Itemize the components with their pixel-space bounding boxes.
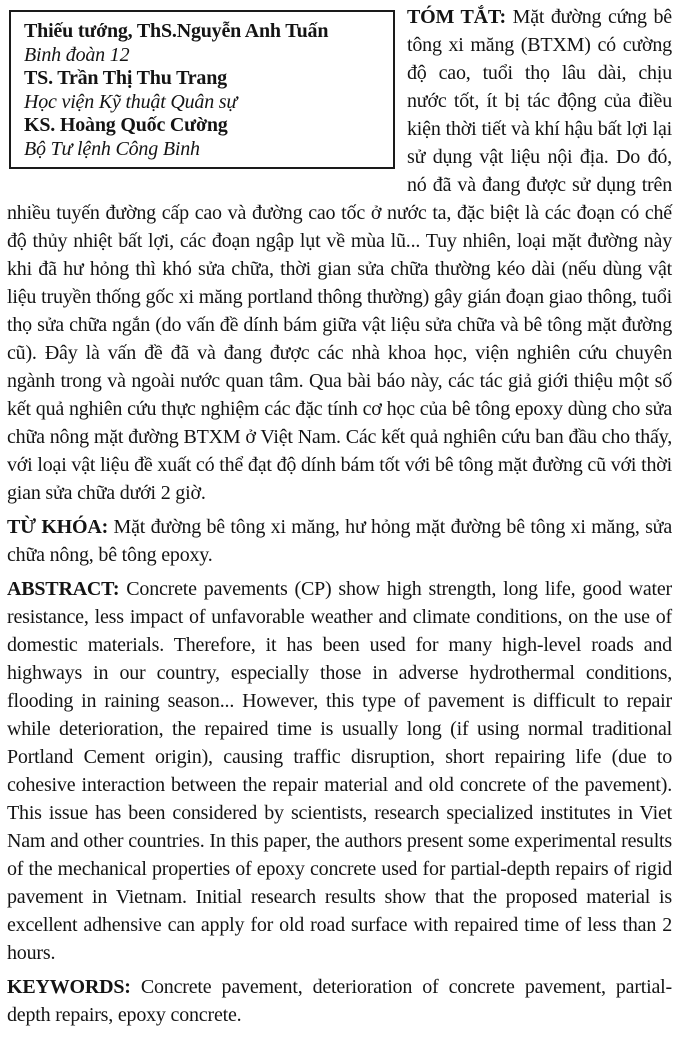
author-name: TS. Trần Thị Thu Trang <box>24 67 227 89</box>
author-name: KS. Hoàng Quốc Cường <box>24 114 228 136</box>
paragraph-abstract <box>7 575 672 967</box>
abstract-label: ABSTRACT: <box>7 578 120 600</box>
tu-khoa-label: TỪ KHÓA: <box>7 516 109 538</box>
tom-tat-text: Mặt đường cứng bê tông xi măng (BTXM) có cường độ cao, tuổi thọ lâu dài, chịu nước tốt, ít bị tác động của điều kiện thời tiết và khí hậu bất lợi lại sử dụng vật liệu nội địa. Do đó, nó đã và đang được sử dụng trên nhiều tuyến đường cấp cao và đường cao tốc ở nước ta, đặc biệt là các đoạn có chế độ thủy nhiệt bất lợi, các đoạn ngập lụt về mùa lũ... Tuy nhiên, loại mặt đường này khi đã hư hỏng thì khó sửa chữa, thời gian sửa chữa thường kéo dài (nếu dùng vật liệu truyền thống gốc xi măng portland thông thường) gây gián đoạn giao thông, tuổi thọ sửa chữa ngắn (do vấn đề dính bám giữa vật liệu sửa chữa và bê tông mặt đường cũ). Đây là vấn đề đã và đang được các nhà khoa học, viện nghiên cứu chuyên ngành trong và ngoài nước quan tâm. Qua bài báo này, các tác giả giới thiệu một số kết quả nghiên cứu thực nghiệm các đặc tính cơ học của bê tông epoxy dùng cho sửa chữa nông mặt đường BTXM ở Việt Nam. Các kết quả nghiên cứu ban đầu cho thấy, với loại vật liệu đề xuất có thể đạt độ dính bám tốt với bê tông mặt đường cũ với thời gian sửa chữa dưới 2 giờ. <box>7 6 672 504</box>
tu-khoa-text: Mặt đường bê tông xi măng, hư hỏng mặt đường bê tông xi măng, sửa chữa nông, bê tông epoxy. <box>7 516 672 566</box>
keywords-text: Concrete pavement, deterioration of concrete pavement, partial-depth repairs, epoxy concrete. <box>7 976 672 1026</box>
author-box <box>9 10 395 169</box>
author-affiliation: Học viện Kỹ thuật Quân sự <box>24 90 238 113</box>
author-name: Thiếu tướng, ThS.Nguyễn Anh Tuấn <box>24 20 329 42</box>
abstract-text: Concrete pavements (CP) show high strength, long life, good water resistance, less impact of unfavorable weather and climate conditions, on the use of domestic materials. Therefore, it has been used for many high-level roads and highways in our country, especially those in adverse hydrothermal conditions, flooding in raining season... However, this type of pavement is difficult to repair while deterioration, the repaired time is usually long (if using normal traditional Portland Cement origin), causing traffic disruption, short repairing life (due to cohesive interaction between the repair material and old concrete of the pavement). This issue has been considered by scientists, research specialized institutes in Viet Nam and other countries. In this paper, the authors present some experimental results of the mechanical properties of epoxy concrete used for partial-depth repairs of rigid pavement in Vietnam. Initial research results show that the proposed material is excellent adhensive can apply for old road surface with repaired time of less than 2 hours. <box>7 578 672 964</box>
paragraph-tu-khoa <box>7 513 672 569</box>
author-affiliation: Binh đoàn 12 <box>24 43 130 66</box>
tom-tat-label: TÓM TẮT: <box>407 6 506 28</box>
paragraph-keywords <box>7 973 672 1029</box>
keywords-label: KEYWORDS: <box>7 976 131 998</box>
author-affiliation: Bộ Tư lệnh Công Binh <box>24 137 200 160</box>
